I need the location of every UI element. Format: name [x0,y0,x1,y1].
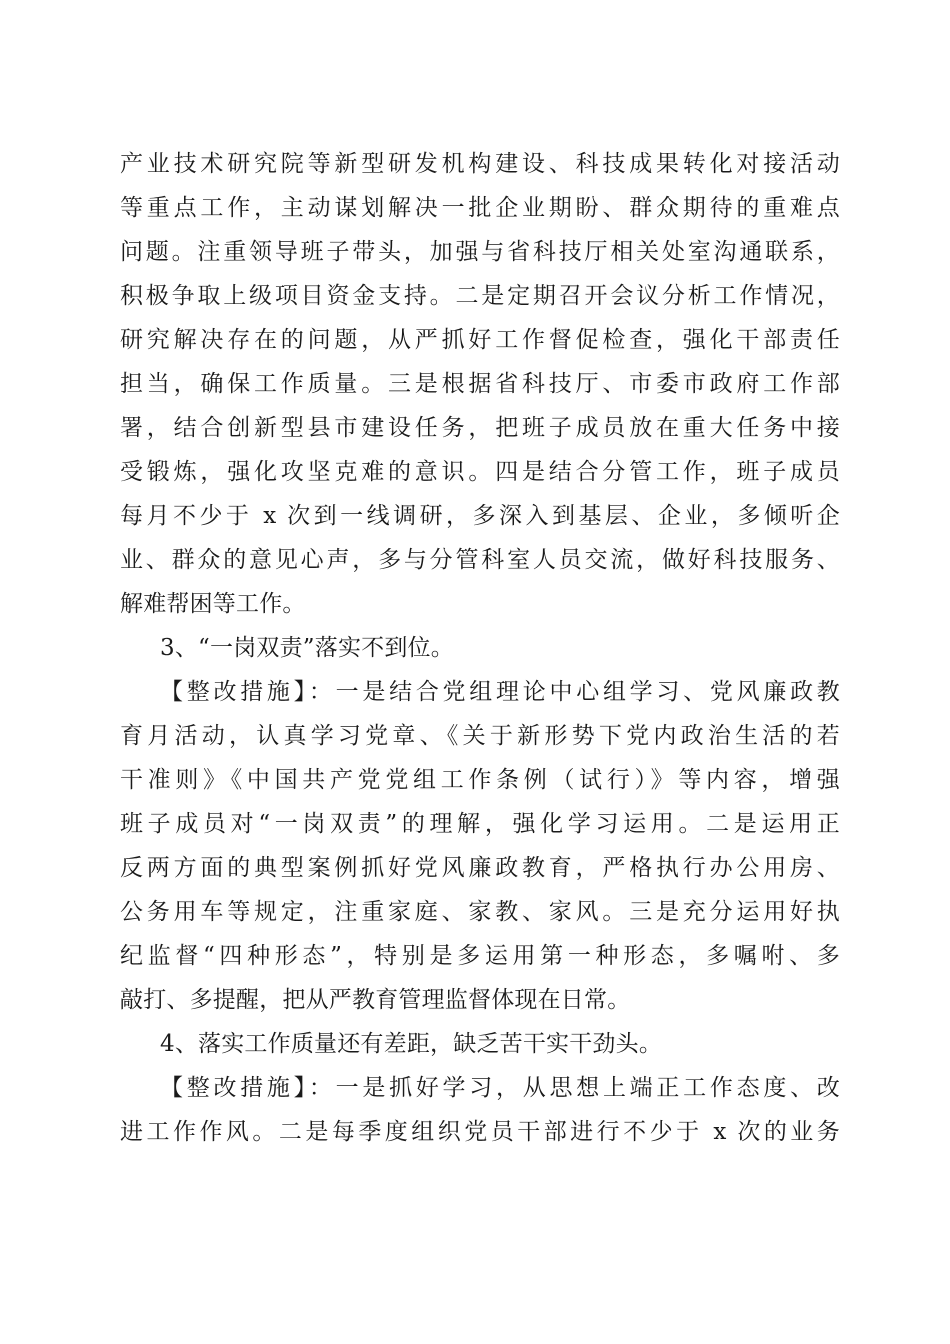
body-line: 敲打、多提醒，把从严教育管理监督体现在日常。 [120,987,631,1013]
body-line: 公务用车等规定，注重家庭、家教、家风。三是充分运用好执 [120,899,840,925]
body-line: 产业技术研究院等新型研发机构建设、科技成果转化对接活动 [120,151,840,177]
body-line: 反两方面的典型案例抓好党风廉政教育，严格执行办公用房、 [120,855,840,881]
body-line: 每月不少于 x 次到一线调研，多深入到基层、企业，多倾听企 [120,503,840,529]
body-line: 受锻炼，强化攻坚克难的意识。四是结合分管工作，班子成员 [120,459,840,485]
body-line: 研究解决存在的问题，从严抓好工作督促检查，强化干部责任 [120,327,840,353]
body-line: 问题。注重领导班子带头，加强与省科技厅相关处室沟通联系， [120,239,840,265]
body-line: 解难帮困等工作。 [120,591,306,617]
body-line: 署，结合创新型县市建设任务，把班子成员放在重大任务中接 [120,415,840,441]
measures-line: 【整改措施】：一是抓好学习，从思想上端正工作态度、改 [160,1075,840,1101]
body-line: 班子成员对“一岗双责”的理解，强化学习运用。二是运用正 [120,811,840,837]
measures-line: 【整改措施】：一是结合党组理论中心组学习、党风廉政教 [160,679,840,705]
body-line: 干准则》《中国共产党党组工作条例（试行）》等内容，增强 [120,767,840,793]
body-line: 纪监督“四种形态”，特别是多运用第一种形态，多嘱咐、多 [120,943,840,969]
body-line: 等重点工作，主动谋划解决一批企业期盼、群众期待的重难点 [120,195,840,221]
body-line: 担当，确保工作质量。三是根据省科技厅、市委市政府工作部 [120,371,840,397]
document-body [120,142,840,1154]
body-line: 育月活动，认真学习党章、《关于新形势下党内政治生活的若 [120,723,840,749]
body-line: 积极争取上级项目资金支持。二是定期召开会议分析工作情况， [120,283,840,309]
section-heading: 3、“一岗双责”落实不到位。 [160,635,454,661]
body-line: 进工作作风。二是每季度组织党员干部进行不少于 x 次的业务 [120,1119,840,1145]
body-line: 业、群众的意见心声，多与分管科室人员交流，做好科技服务、 [120,547,840,573]
section-heading: 4、落实工作质量还有差距，缺乏苦干实干劲头。 [160,1031,663,1057]
